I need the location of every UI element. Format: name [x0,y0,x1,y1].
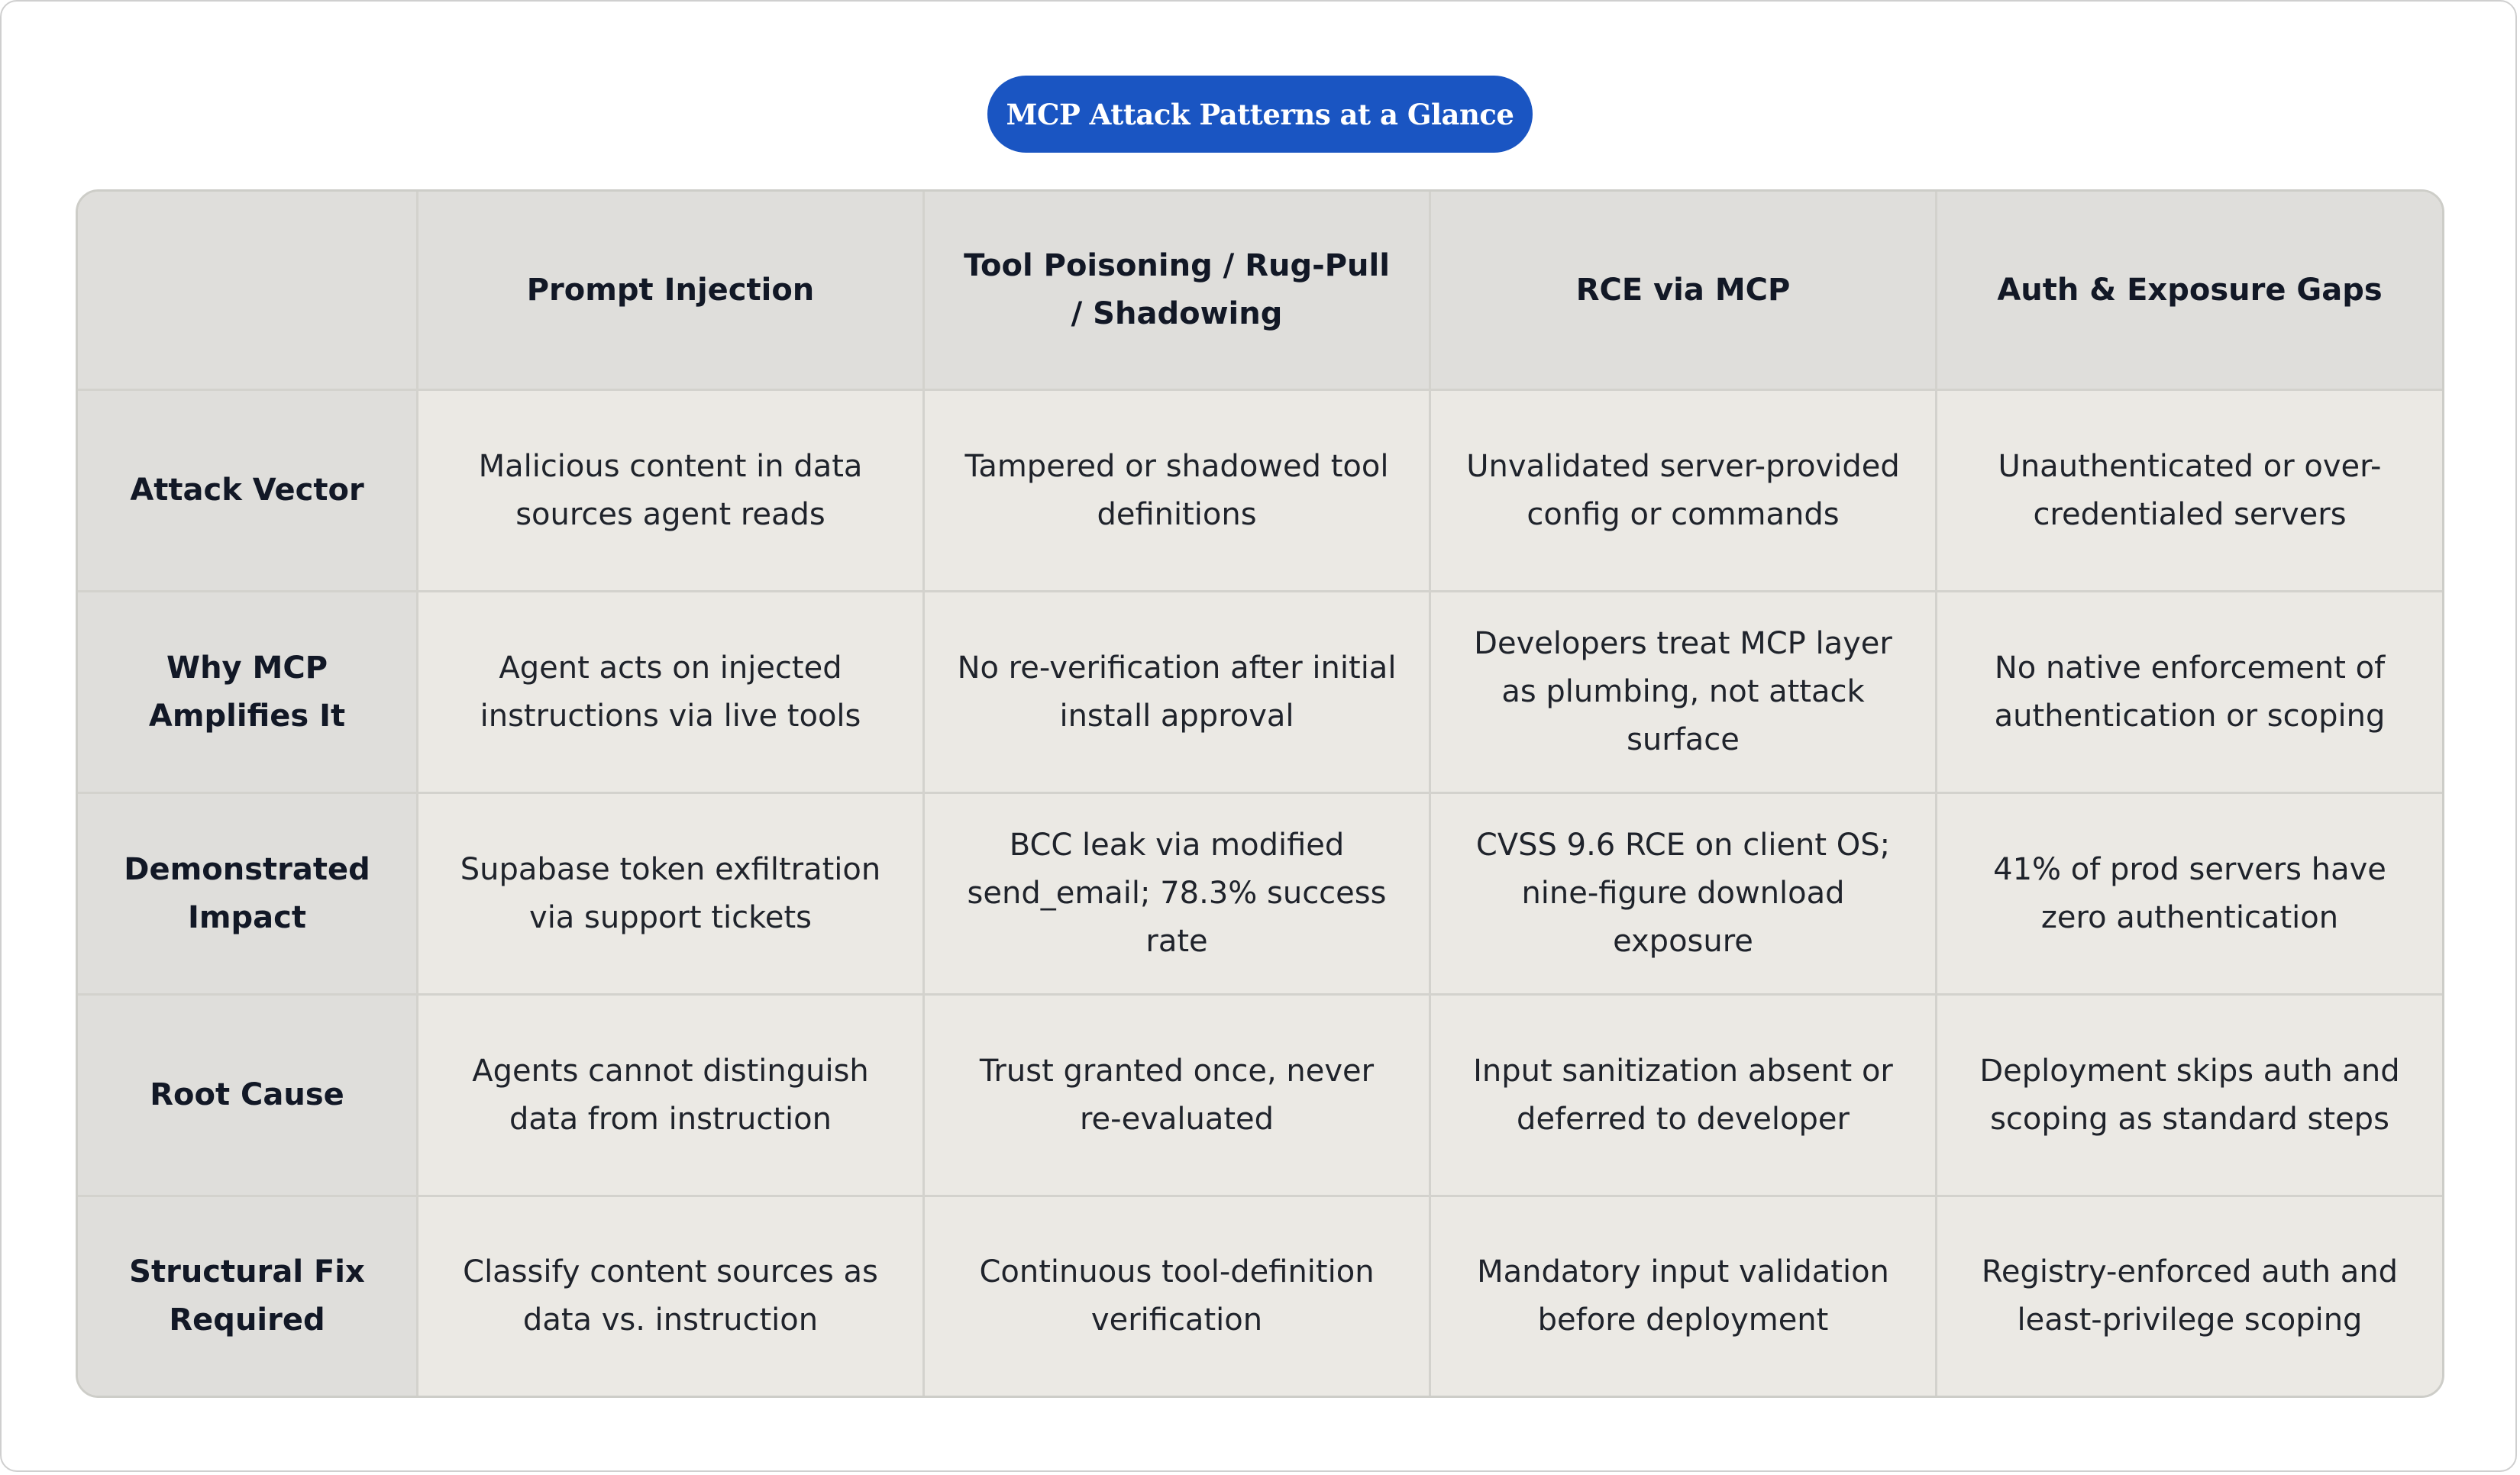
table-cell: Unauthenticated or over-credentialed servers [1937,391,2442,592]
row-header-why-mcp-amplifies: Why MCP Amplifies It [78,592,418,794]
column-header-tool-poisoning: Tool Poisoning / Rug-Pull / Shadowing [925,192,1431,391]
table-cell: Malicious content in data sources agent reads [418,391,925,592]
table-cell: Supabase token exfiltration via support tickets [418,794,925,996]
row-header-root-cause: Root Cause [78,996,418,1197]
table-cell: Agent acts on injected instructions via live tools [418,592,925,794]
table-cell: Continuous tool-definition verification [925,1197,1431,1396]
table-cell: Agents cannot distinguish data from instruction [418,996,925,1197]
column-header-rce: RCE via MCP [1431,192,1937,391]
table-cell: No re-verification after initial install approval [925,592,1431,794]
table-cell: Developers treat MCP layer as plumbing, not attack surface [1431,592,1937,794]
table-cell: Input sanitization absent or deferred to developer [1431,996,1937,1197]
column-header-prompt-injection: Prompt Injection [418,192,925,391]
column-header-auth-gaps: Auth & Exposure Gaps [1937,192,2442,391]
table-grid [78,192,2442,1396]
table-corner-cell [78,192,418,391]
table-cell: 41% of prod servers have zero authentication [1937,794,2442,996]
table-cell: No native enforcement of authentication or scoping [1937,592,2442,794]
table-cell: Classify content sources as data vs. instruction [418,1197,925,1396]
row-header-demonstrated-impact: Demonstrated Impact [78,794,418,996]
table-cell: CVSS 9.6 RCE on client OS; nine-figure download exposure [1431,794,1937,996]
comparison-table [76,189,2444,1398]
table-cell: Registry-enforced auth and least-privilege scoping [1937,1197,2442,1396]
table-cell: Trust granted once, never re-evaluated [925,996,1431,1197]
page-title: MCP Attack Patterns at a Glance [987,76,1533,153]
row-header-attack-vector: Attack Vector [78,391,418,592]
table-cell: BCC leak via modified send_email; 78.3% success rate [925,794,1431,996]
table-cell: Tampered or shadowed tool definitions [925,391,1431,592]
table-cell: Mandatory input validation before deployment [1431,1197,1937,1396]
table-cell: Unvalidated server-provided config or commands [1431,391,1937,592]
row-header-structural-fix: Structural Fix Required [78,1197,418,1396]
table-cell: Deployment skips auth and scoping as standard steps [1937,996,2442,1197]
